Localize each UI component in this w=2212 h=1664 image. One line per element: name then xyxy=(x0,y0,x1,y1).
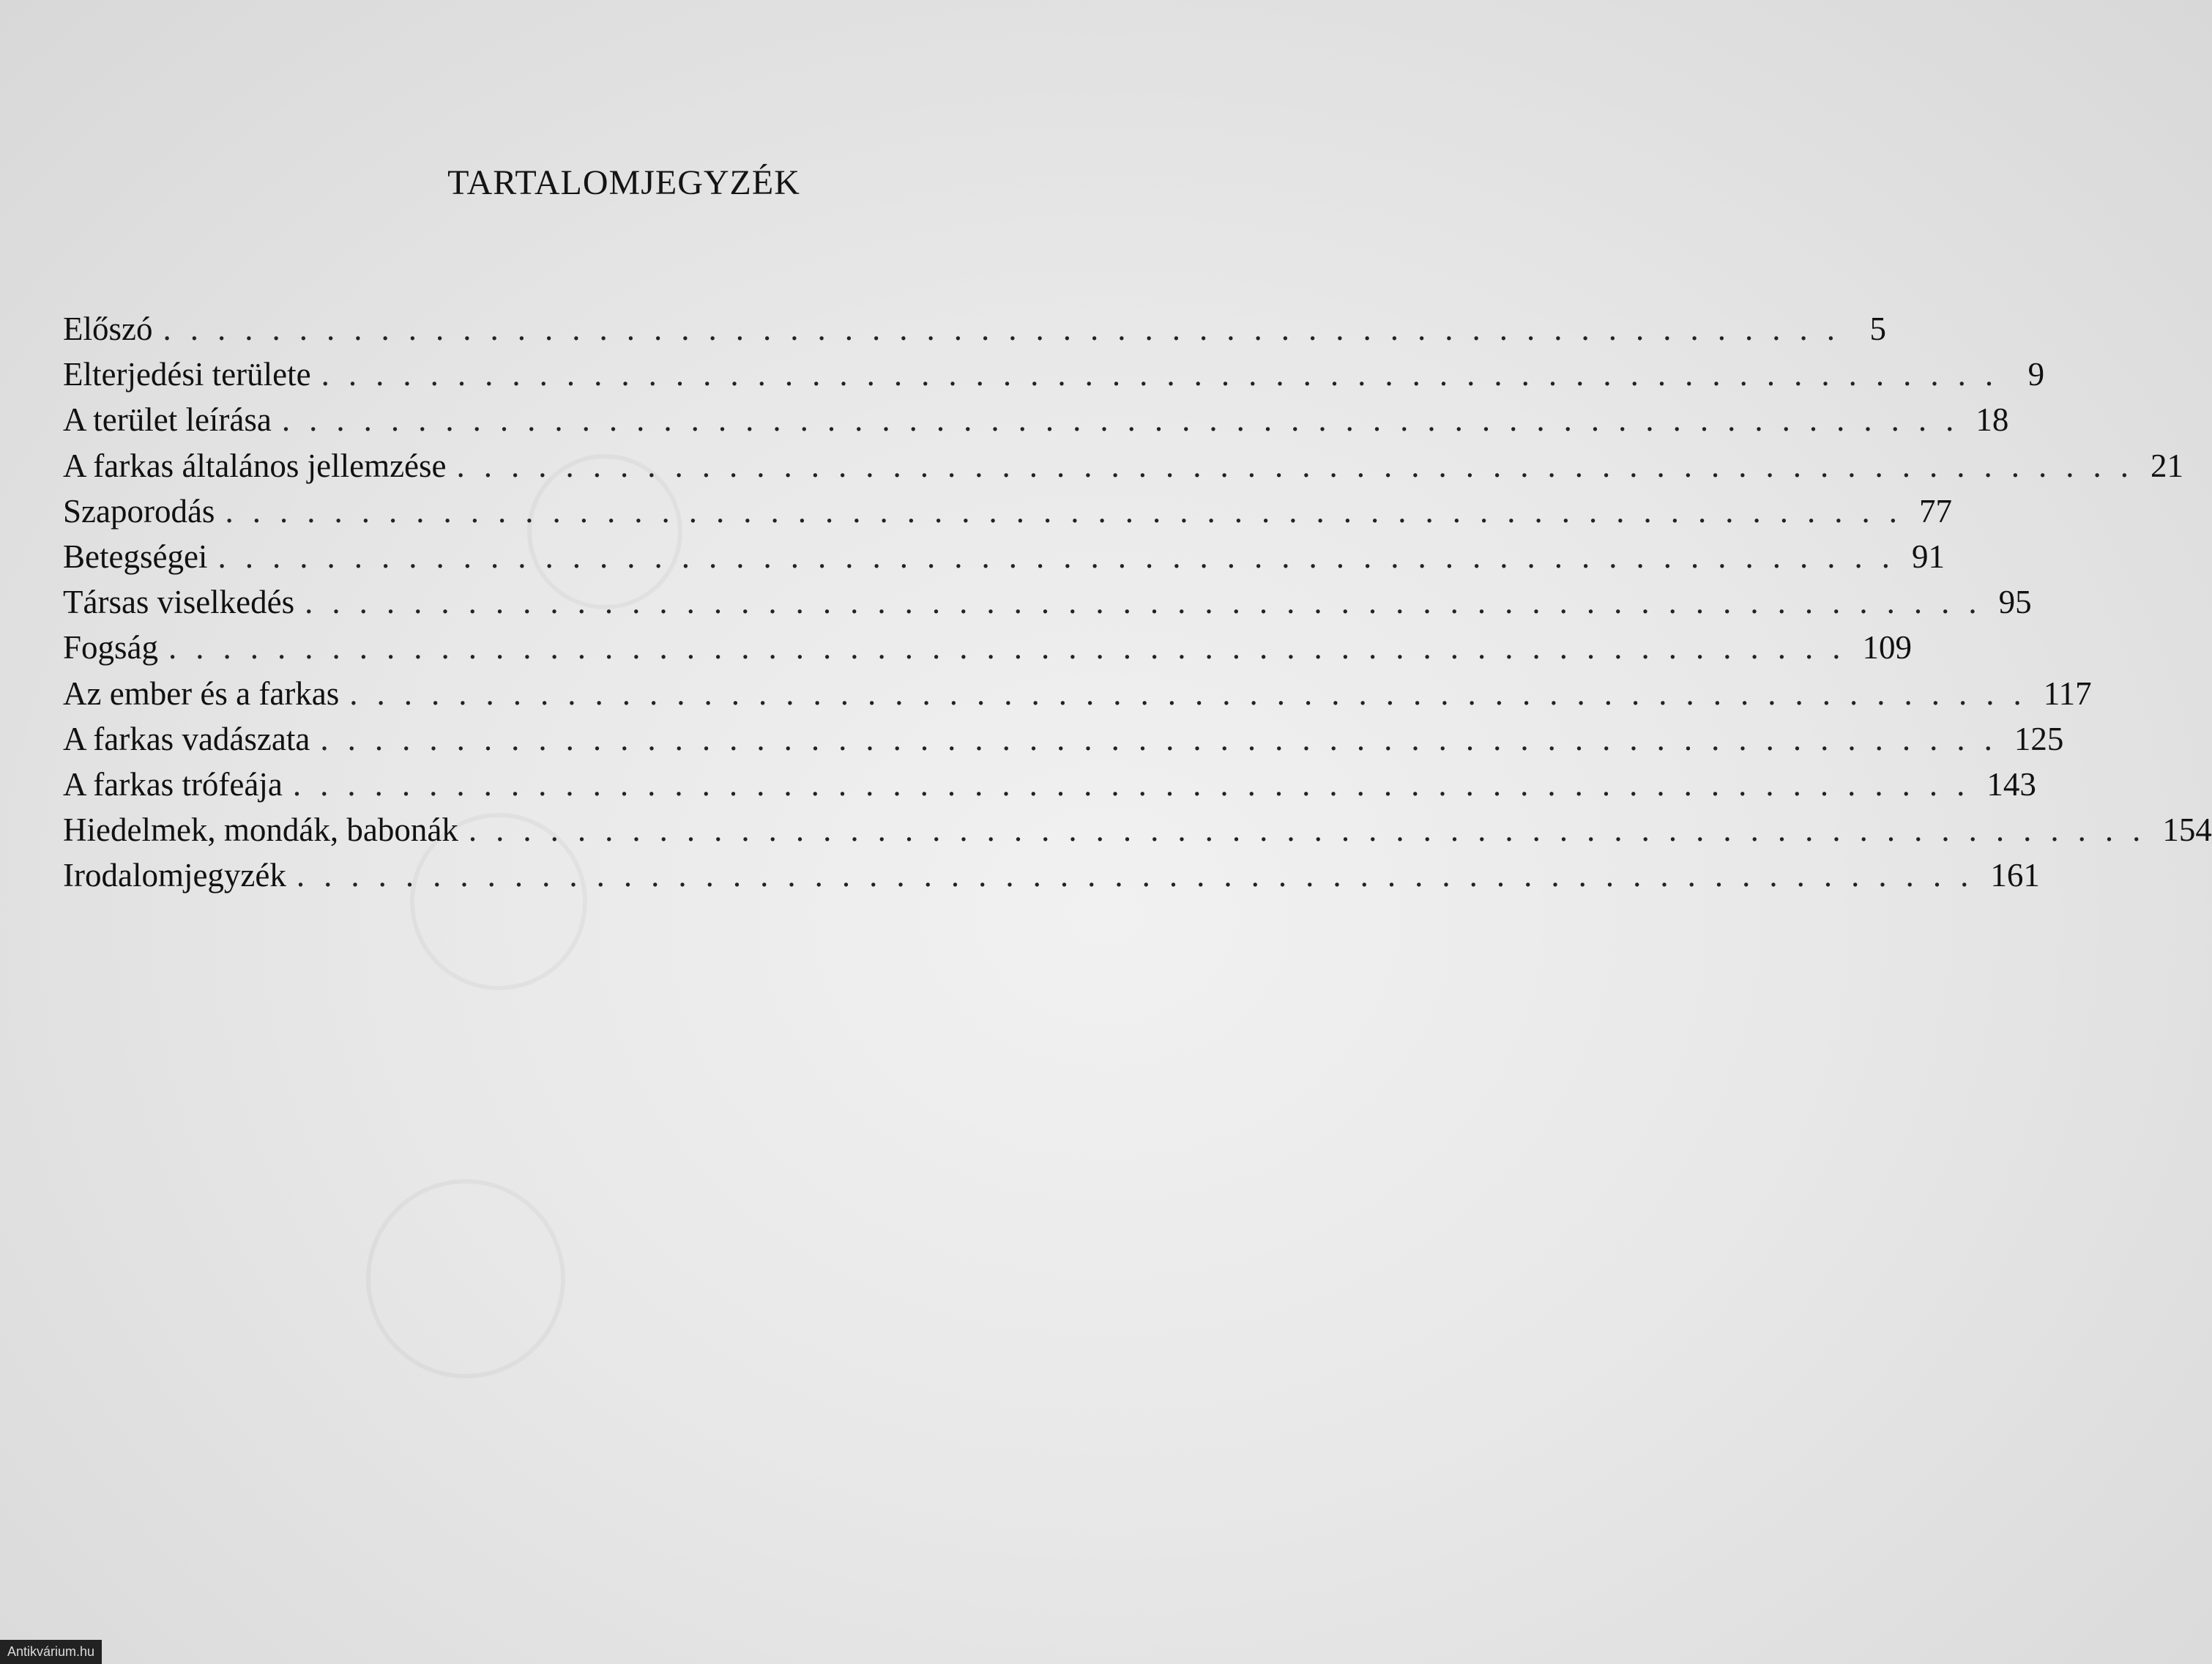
table-of-contents xyxy=(63,306,2212,898)
toc-entry xyxy=(63,762,2036,807)
dot-leader: .............................................................. xyxy=(163,311,1854,347)
toc-entry-label: Szaporodás xyxy=(63,492,215,530)
toc-entry-label: A farkas trófeája xyxy=(63,765,283,803)
toc-entry xyxy=(63,579,2032,625)
dot-leader: .............................................................. xyxy=(168,629,1860,666)
toc-entry-page: 154 xyxy=(2162,811,2212,849)
toc-entry xyxy=(63,671,2092,716)
watermark-label: Antikvárium.hu xyxy=(0,1640,102,1664)
toc-entry-label: Társas viselkedés xyxy=(63,584,295,621)
toc-entry xyxy=(63,716,2064,762)
toc-entry xyxy=(63,853,2040,898)
toc-entry xyxy=(63,352,2045,397)
show-through-seal-3 xyxy=(366,1179,565,1378)
toc-entry-label: Elterjedési területe xyxy=(63,356,311,393)
toc-entry-label: Irodalomjegyzék xyxy=(63,857,286,894)
toc-entry-label: Hiedelmek, mondák, babonák xyxy=(63,811,458,849)
dot-leader: .............................................................. xyxy=(321,356,2013,393)
toc-entry-label: A terület leírása xyxy=(63,401,272,439)
toc-entry-label: Előszó xyxy=(63,311,153,347)
toc-entry xyxy=(63,489,1952,534)
toc-entry-page: 18 xyxy=(1975,401,2009,439)
toc-entry-label: Fogság xyxy=(63,629,159,666)
toc-entry-page: 9 xyxy=(2027,356,2045,393)
toc-entry xyxy=(63,534,1945,579)
toc-entry-page: 161 xyxy=(1990,857,2040,894)
toc-entry-label: Betegségei xyxy=(63,538,208,575)
dot-leader: .............................................................. xyxy=(305,584,1996,621)
toc-entry xyxy=(63,807,2212,853)
toc-entry-label: Az ember és a farkas xyxy=(63,675,340,712)
toc-entry-page: 143 xyxy=(1986,765,2036,803)
toc-entry xyxy=(63,443,2184,489)
toc-entry-page: 109 xyxy=(1862,629,1913,666)
dot-leader: .............................................................. xyxy=(468,811,2160,849)
dot-leader: .............................................................. xyxy=(296,857,1988,894)
dot-leader: .............................................................. xyxy=(217,538,1909,575)
toc-entry xyxy=(63,625,1913,670)
toc-entry xyxy=(63,397,2009,442)
toc-entry-label: A farkas vadászata xyxy=(63,720,310,757)
dot-leader: .............................................................. xyxy=(292,765,1984,803)
toc-entry-page: 125 xyxy=(2014,720,2064,757)
toc-entry-page: 117 xyxy=(2043,675,2092,712)
dot-leader: .............................................................. xyxy=(281,401,1973,439)
toc-entry-page: 5 xyxy=(1869,311,1886,347)
toc-entry-page: 91 xyxy=(1911,538,1945,575)
toc-entry-page: 77 xyxy=(1918,492,1952,530)
dot-leader: .............................................................. xyxy=(225,492,1916,530)
page-title: TARTALOMJEGYZÉK xyxy=(447,163,800,202)
toc-entry xyxy=(63,306,1886,352)
dot-leader: .............................................................. xyxy=(320,720,2011,757)
dot-leader: .............................................................. xyxy=(349,675,2041,712)
dot-leader: .............................................................. xyxy=(456,447,2148,484)
toc-entry-page: 21 xyxy=(2150,447,2184,484)
toc-entry-page: 95 xyxy=(1998,584,2032,621)
toc-entry-label: A farkas általános jellemzése xyxy=(63,447,447,484)
